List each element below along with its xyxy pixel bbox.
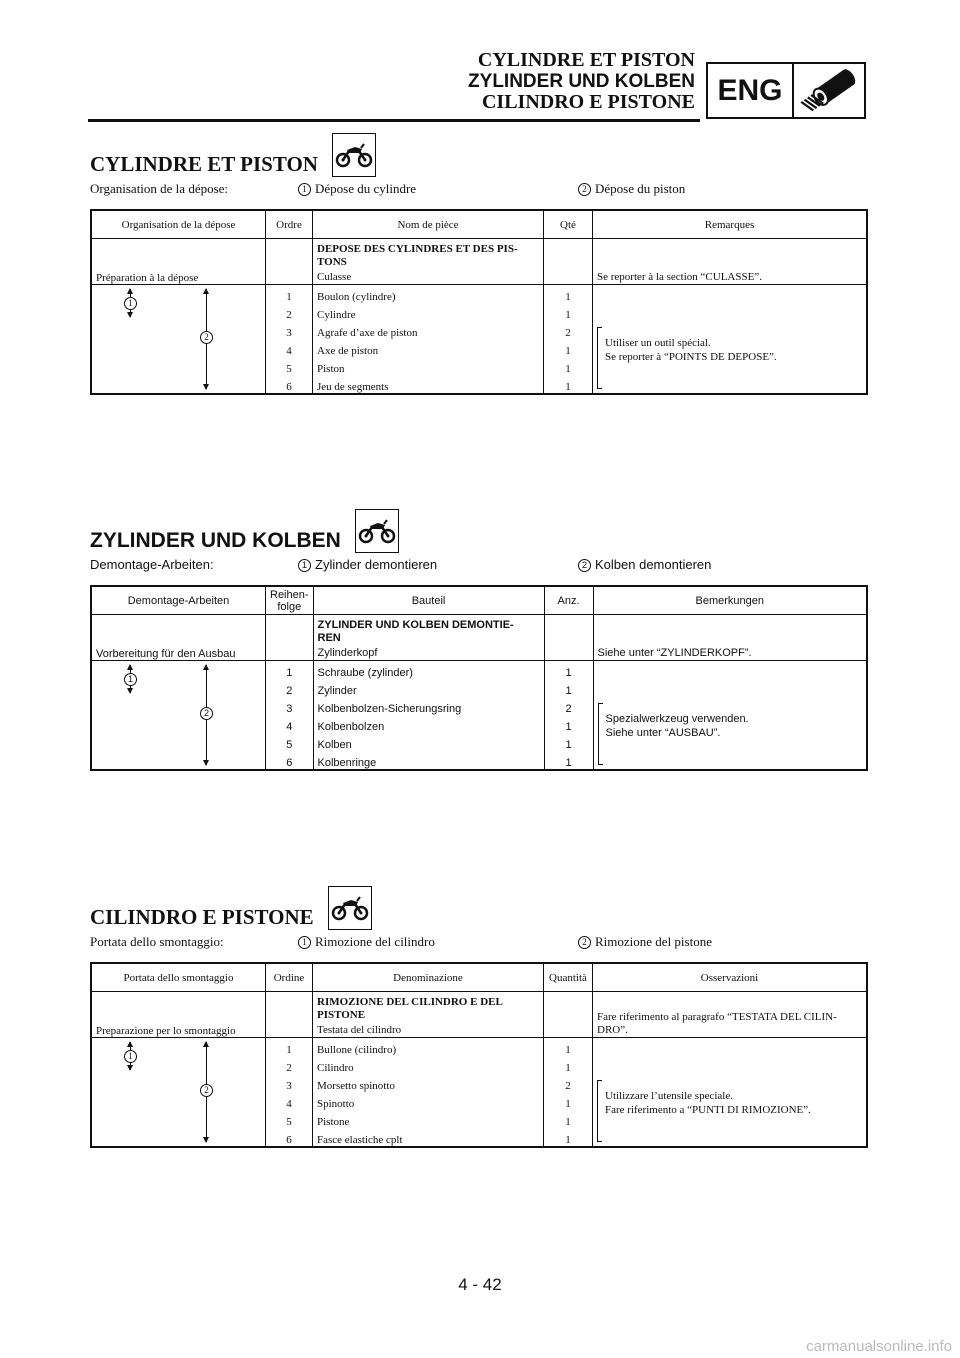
order-cell: 2: [266, 303, 313, 321]
order-cell: 6: [266, 375, 313, 394]
section-title-text: CILINDRO E PISTONE: [90, 905, 314, 929]
remark-text: [605, 336, 777, 364]
prep-part-cell: [313, 615, 544, 661]
order-cell: 6: [266, 751, 314, 770]
header-title-it: CILINDRO E PISTONE: [481, 91, 695, 113]
table-header-row: [91, 963, 867, 992]
table-row: [91, 661, 867, 680]
order-cell: 5: [266, 1110, 313, 1128]
order-cell: 2: [266, 679, 314, 697]
remark-cell: [593, 285, 868, 395]
qty-cell: 1: [544, 1038, 593, 1057]
step1-number: 1: [298, 183, 311, 196]
part-cell: Kolbenbolzen: [317, 721, 385, 733]
watermark: carmanualsonline.info: [806, 1338, 952, 1355]
prep-remark: Se reporter à la section “CULASSE”.: [593, 239, 868, 285]
step2-text: Kolben demontieren: [595, 557, 712, 572]
prep-qty: [544, 615, 593, 661]
step2-text: Rimozione del pistone: [595, 934, 712, 949]
prep-remark: Siehe unter “ZYLINDERKOPF”.: [593, 615, 867, 661]
part-cell: Zylinder: [317, 685, 357, 697]
header-qty: Anz.: [544, 586, 593, 615]
removal-label: Demontage-Arbeiten:: [90, 557, 214, 572]
prep-order: [266, 615, 314, 661]
step1-text: Rimozione del cilindro: [315, 934, 435, 949]
part-cell: Spinotto: [317, 1098, 355, 1110]
step1-arrow-label: 1: [124, 673, 137, 686]
step2-arrow-label: 2: [200, 1084, 213, 1097]
order-cell: 6: [266, 1128, 313, 1147]
part-cell: Kolben: [317, 739, 352, 751]
part-cell: Schraube (zylinder): [317, 667, 413, 679]
section-title: [90, 884, 868, 930]
motorcycle-icon: [355, 509, 399, 553]
part-cell: Bullone (cilindro): [317, 1044, 397, 1056]
header-remarks: Remarques: [593, 210, 868, 239]
qty-cell: 1: [544, 285, 593, 304]
qty-cell: 1: [544, 303, 593, 321]
header-remarks: Osservazioni: [593, 963, 868, 992]
prep-order: [266, 992, 313, 1038]
qty-cell: 1: [544, 661, 593, 680]
header-job: Portata dello smontaggio: [91, 963, 266, 992]
remark-text: [605, 1089, 811, 1117]
step2-number: 2: [578, 936, 591, 949]
part-cell: Pistone: [317, 1116, 350, 1128]
remark-bracket: [598, 703, 603, 765]
prep-part-cell: [313, 992, 544, 1038]
header-titles: [468, 50, 695, 113]
part-cell: Cilindro: [317, 1062, 354, 1074]
part-cell: Boulon (cylindre): [317, 291, 396, 303]
removal-label: Portata dello smontaggio:: [90, 934, 224, 949]
qty-cell: 2: [544, 321, 593, 339]
step2-summary: [578, 557, 711, 572]
step2-arrow-label: 2: [200, 331, 213, 344]
section-title: [90, 131, 868, 177]
qty-cell: 1: [544, 751, 593, 770]
remark-cell: [593, 1038, 868, 1148]
arrow-cell: [91, 661, 266, 771]
part-cell: Kolbenringe: [317, 757, 377, 769]
prep-part: Culasse: [317, 271, 352, 283]
step1-text: Zylinder demontieren: [315, 557, 438, 572]
section-heading-part: ZYLINDER UND KOLBEN DEMONTIE- REN: [317, 619, 514, 644]
removal-summary: [90, 179, 868, 201]
qty-cell: 2: [544, 697, 593, 715]
section-heading-part: DEPOSE DES CYLINDRES ET DES PIS- TONS: [317, 243, 518, 268]
part-cell: Axe de piston: [317, 345, 379, 357]
eng-label: ENG: [708, 64, 794, 117]
header-job: Demontage-Arbeiten: [91, 586, 266, 615]
part-cell: Agrafe d’axe de piston: [317, 327, 418, 339]
table-row: [91, 285, 867, 304]
motorcycle-icon: [332, 133, 376, 177]
section-2: [90, 884, 868, 1148]
remark-line-2: Se reporter à “POINTS DE DEPOSE”.: [605, 350, 777, 363]
header-remarks: Bemerkungen: [593, 586, 867, 615]
header-part: Denominazione: [313, 963, 544, 992]
qty-cell: 1: [544, 679, 593, 697]
prep-label: Préparation à la dépose: [91, 239, 266, 285]
order-cell: 5: [266, 733, 314, 751]
section-title-text: ZYLINDER UND KOLBEN: [90, 529, 341, 552]
order-cell: 4: [266, 1092, 313, 1110]
step1-summary: [298, 181, 416, 197]
prep-label: Preparazione per lo smontaggio: [91, 992, 266, 1038]
removal-summary: [90, 555, 868, 577]
removal-table: [90, 209, 868, 395]
removal-summary: [90, 932, 868, 954]
step2-arrow-label: 2: [200, 707, 213, 720]
prep-row: [91, 615, 867, 661]
header-part: Bauteil: [313, 586, 544, 615]
step1-arrow-label: 1: [124, 1050, 137, 1063]
header-title-de: ZYLINDER UND KOLBEN: [468, 71, 695, 92]
qty-cell: 1: [544, 1056, 593, 1074]
step1-arrow-label: 1: [124, 297, 137, 310]
remark-cell: [593, 661, 867, 771]
removal-label: Organisation de la dépose:: [90, 181, 229, 196]
motorcycle-icon: [328, 886, 372, 930]
arrow-cell: [91, 1038, 266, 1148]
qty-cell: 1: [544, 1128, 593, 1147]
prep-remark: Fare riferimento al paragrafo “TESTATA DEL CILIN- DRO”.: [593, 992, 868, 1038]
qty-cell: 1: [544, 1110, 593, 1128]
header-qty: Qté: [544, 210, 593, 239]
header-order: Ordre: [266, 210, 313, 239]
step1-summary: [298, 934, 435, 950]
header-job: Organisation de la dépose: [91, 210, 266, 239]
part-cell: Morsetto spinotto: [317, 1080, 395, 1092]
header-rule: [88, 119, 700, 122]
prep-part-cell: [313, 239, 544, 285]
step1-number: 1: [298, 559, 311, 572]
qty-cell: 1: [544, 715, 593, 733]
remark-line-2: Fare riferimento a “PUNTI DI RIMOZIONE”.: [605, 1103, 811, 1116]
qty-cell: 1: [544, 733, 593, 751]
prep-order: [266, 239, 313, 285]
table-header-row: [91, 210, 867, 239]
section-heading-part: RIMOZIONE DEL CILINDRO E DEL PISTONE: [317, 996, 503, 1021]
order-cell: 3: [266, 697, 314, 715]
step2-text: Dépose du piston: [595, 181, 686, 196]
order-cell: 3: [266, 1074, 313, 1092]
step2-number: 2: [578, 183, 591, 196]
prep-part: Zylinderkopf: [317, 647, 378, 659]
order-cell: 1: [266, 285, 313, 304]
order-cell: 2: [266, 1056, 313, 1074]
order-cell: 3: [266, 321, 313, 339]
qty-cell: 1: [544, 357, 593, 375]
section-title: [90, 507, 868, 553]
header-title-fr: CYLINDRE ET PISTON: [477, 49, 695, 71]
remark-line-1: Utiliser un outil spécial.: [605, 336, 711, 349]
header-part: Nom de pièce: [313, 210, 544, 239]
part-cell: Kolbenbolzen-Sicherungsring: [317, 703, 462, 715]
part-cell: Fasce elastiche cplt: [317, 1134, 403, 1146]
step2-summary: [578, 181, 685, 197]
page-number: 4 - 42: [458, 1275, 502, 1294]
table-row: [91, 1038, 867, 1057]
order-cell: 5: [266, 357, 313, 375]
header-qty: Quantità: [544, 963, 593, 992]
header-order: Reihen- folge: [266, 586, 314, 615]
spring-cylinder-icon: [794, 64, 864, 117]
order-cell: 1: [266, 1038, 313, 1057]
qty-cell: 1: [544, 1092, 593, 1110]
step1-text: Dépose du cylindre: [315, 181, 417, 196]
header-order: Ordine: [266, 963, 313, 992]
removal-table: [90, 585, 868, 771]
prep-qty: [544, 992, 593, 1038]
section-title-text: CYLINDRE ET PISTON: [90, 152, 318, 176]
section-0: [90, 131, 868, 395]
order-cell: 4: [266, 339, 313, 357]
prep-qty: [544, 239, 593, 285]
step1-summary: [298, 557, 437, 572]
section-1: [90, 507, 868, 771]
order-cell: 4: [266, 715, 314, 733]
step1-number: 1: [298, 936, 311, 949]
part-cell: Cylindre: [317, 309, 356, 321]
remark-bracket: [597, 327, 602, 389]
order-cell: 1: [266, 661, 314, 680]
prep-row: [91, 992, 867, 1038]
remark-bracket: [597, 1080, 602, 1142]
removal-table: [90, 962, 868, 1148]
eng-badge: [706, 62, 866, 119]
remark-line-1: Spezialwerkzeug verwenden.: [605, 712, 749, 725]
step2-summary: [578, 934, 712, 950]
arrow-cell: [91, 285, 266, 395]
part-cell: Jeu de segments: [317, 381, 389, 393]
remark-line-1: Utilizzare l’utensile speciale.: [605, 1089, 733, 1102]
step2-number: 2: [578, 559, 591, 572]
table-header-row: [91, 586, 867, 615]
prep-label: Vorbereitung für den Ausbau: [91, 615, 266, 661]
prep-part: Testata del cilindro: [317, 1024, 402, 1036]
qty-cell: 1: [544, 375, 593, 394]
part-cell: Piston: [317, 363, 345, 375]
qty-cell: 1: [544, 339, 593, 357]
prep-row: [91, 239, 867, 285]
remark-line-2: Siehe unter “AUSBAU”.: [605, 726, 721, 739]
qty-cell: 2: [544, 1074, 593, 1092]
remark-text: [606, 712, 749, 740]
